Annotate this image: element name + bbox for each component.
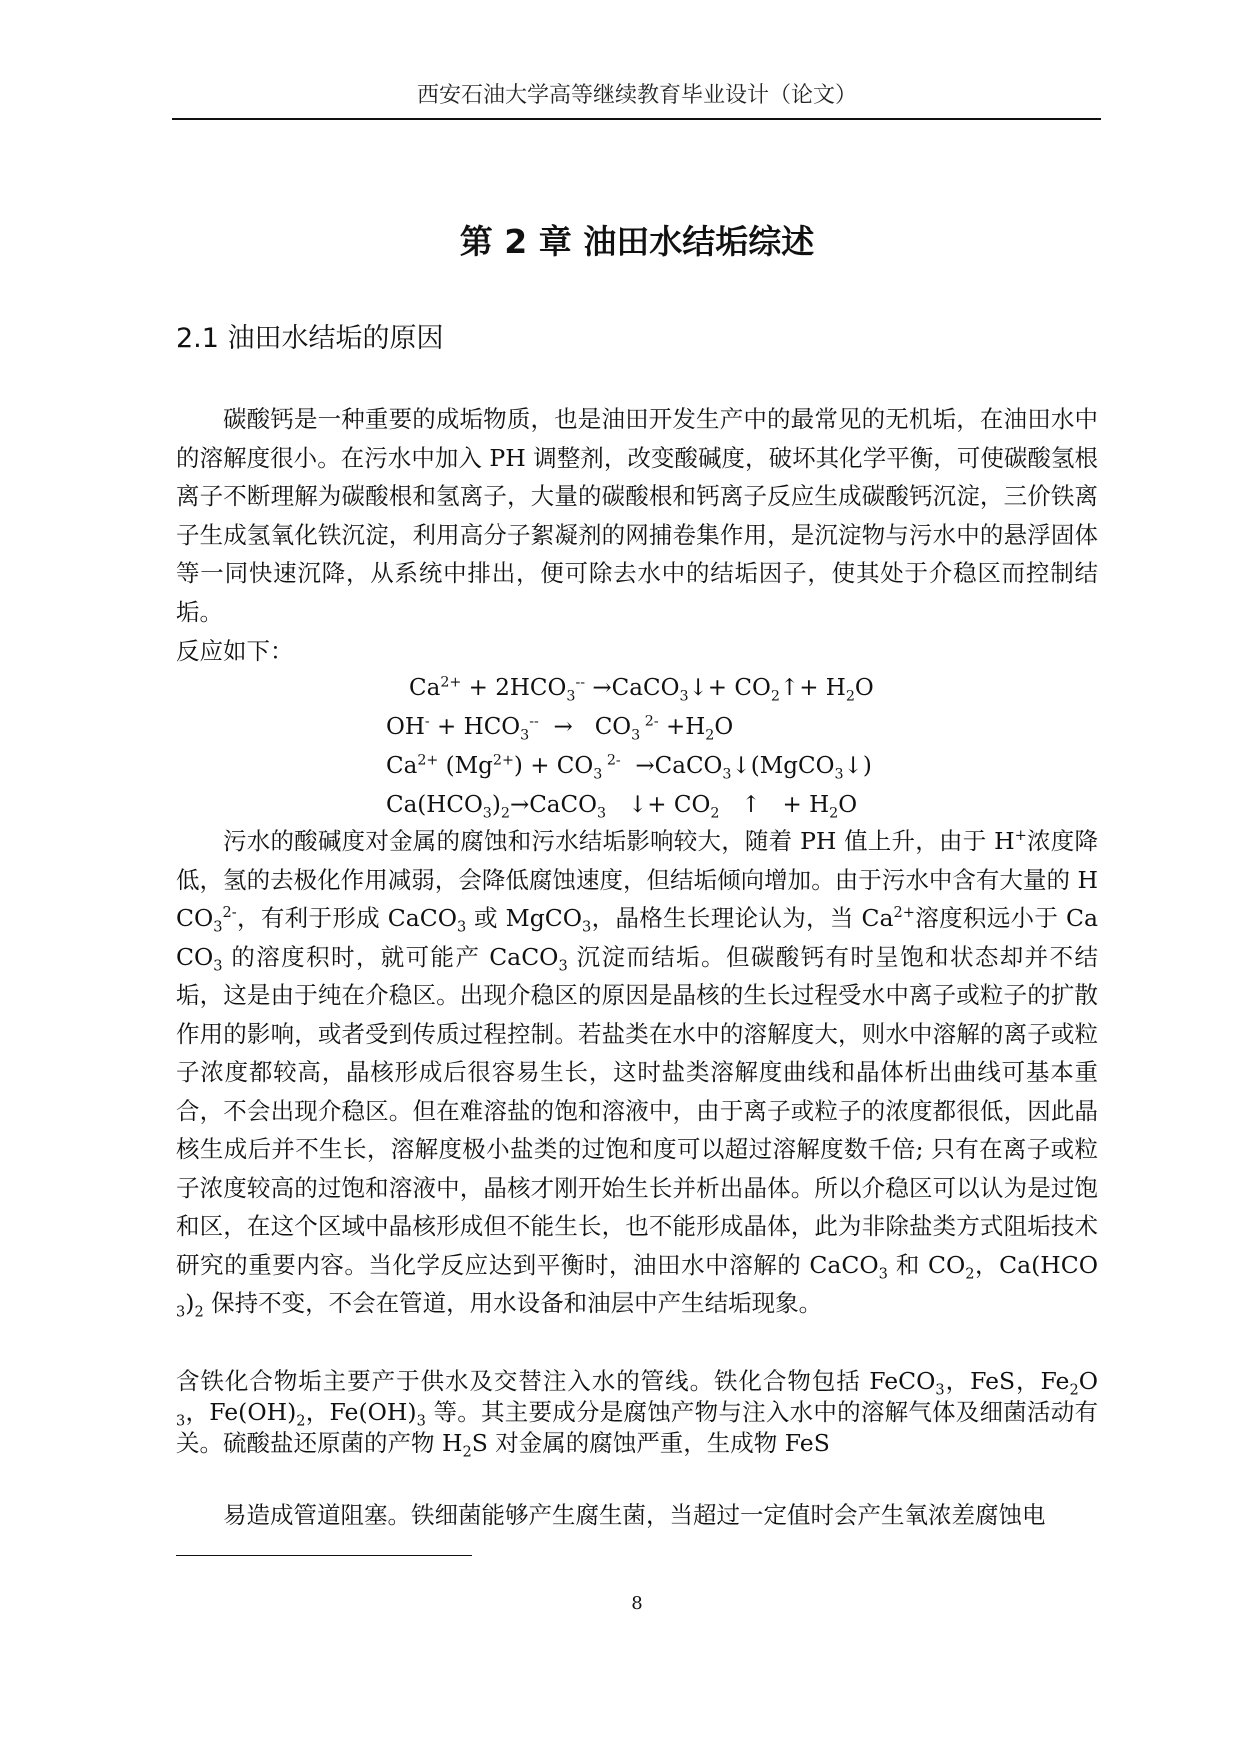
paragraph-pipe-blockage: 易造成管道阻塞。铁细菌能够产生腐生菌，当超过一定值时会产生氧浓差腐蚀电 [223, 1501, 1046, 1529]
reaction-equation-3: $Ca^{2+}$ $(Mg^{2+}) + CO_3$ $^{2-}$ →CaCO$_3$↓(MgCO$_3$↓) [386, 752, 872, 783]
paragraph-acidity-scaling: 污水的酸碱度对金属的腐蚀和污水结垢影响较大，随着 PH 值上升，由于 H+浓度降低，氢的去极化作用减弱，会降低腐蚀速度，但结垢倾向增加。由于污水中含有大量的 $HCO_3^{2-}$，有利于形成 CaCO$_3$ 或 MgCO$_3$，晶格生长理论认为，当 $Ca^{2+}$溶度积远小于 CaCO$_3$ 的溶度积时，就可能产 CaCO$_3$ 沉淀而结垢。但碳酸钙有时呈饱和状态却并不结垢，这是由于纯在介稳区。出现介稳区的原因是晶核的生长过程受水中离子或粒子的扩散作用的影响，或者受到传质过程控制。若盐类在水中的溶解度大，则水中溶解的离子或粒子浓度都较高，晶核形成后很容易生长，这时盐类溶解度曲线和晶体析出曲线可基本重合，不会出现介稳区。但在难溶盐的饱和溶液中，由于离子或粒子的浓度都很低，因此晶核生成后并不生长，溶解度极小盐类的过饱和度可以超过溶解度数千倍; 只有在离子或粒子浓度较高的过饱和溶液中，晶核才刚开始生长并析出晶体。所以介稳区可以认为是过饱和区，在这个区域中晶核形成但不能生长，也不能形成晶体，此为非除盐类方式阻垢技术研究的重要内容。当化学反应达到平衡时，油田水中溶解的 CaCO$_3$ 和 $CO_2$，$Ca(HCO_3)_2$ 保持不变，不会在管道，用水设备和油层中产生结垢现象。 [176, 827, 1099, 1321]
paragraph-calcium-carbonate: 碳酸钙是一种重要的成垢物质，也是油田开发生产中的最常见的无机垢，在油田水中的溶解度很小。在污水中加入 PH 调整剂，改变酸碱度，破坏其化学平衡，可使碳酸氢根离子不断理解为碳酸根和氢离子，大量的碳酸根和钙离子反应生成碳酸钙沉淀，三价铁离子生成氢氧化铁沉淀，利用高分子絮凝剂的网捕卷集作用，是沉淀物与污水中的悬浮固体等一同快速沉降，从系统中排出，便可除去水中的结垢因子，使其处于介稳区而控制结垢。 [176, 405, 1098, 626]
reaction-equation-2: $OH^- + HCO_3^{--} \to CO_3$ $^{2-} +H_2O$ [386, 713, 734, 744]
page-number: 8 [631, 1593, 643, 1614]
page-header-title: 西安石油大学高等继续教育毕业设计（论文） [416, 83, 857, 108]
reaction-equation-4: $Ca(HCO_3)_2\to CaCO_3$ ↓+ $CO_2$ ↑ + $H_2O$ [386, 792, 858, 822]
paragraph-iron-compounds: 含铁化合物垢主要产于供水及交替注入水的管线。铁化合物包括 FeCO$_3$，FeS，$Fe_2O_3$，$Fe(OH)_2$，$Fe(OH)_3$ 等。其主要成分是腐蚀产物与注入水中的溶解气体及细菌活动有关。硫酸盐还原菌的产物 $H_2S$ 对金属的腐蚀严重，生成物 FeS [176, 1367, 1098, 1461]
reaction-label: 反应如下： [176, 637, 294, 665]
reaction-equation-1: $Ca^{2+} + 2HCO_3^{--}$ →CaCO$_3$↓+ $CO_2↑+ H_2O$ [409, 674, 874, 705]
footnote-divider [176, 1555, 472, 1556]
chapter-title: 第 2 章 油田水结垢综述 [459, 222, 815, 261]
section-heading: 2.1 油田水结垢的原因 [176, 323, 444, 354]
header-divider [172, 118, 1101, 120]
